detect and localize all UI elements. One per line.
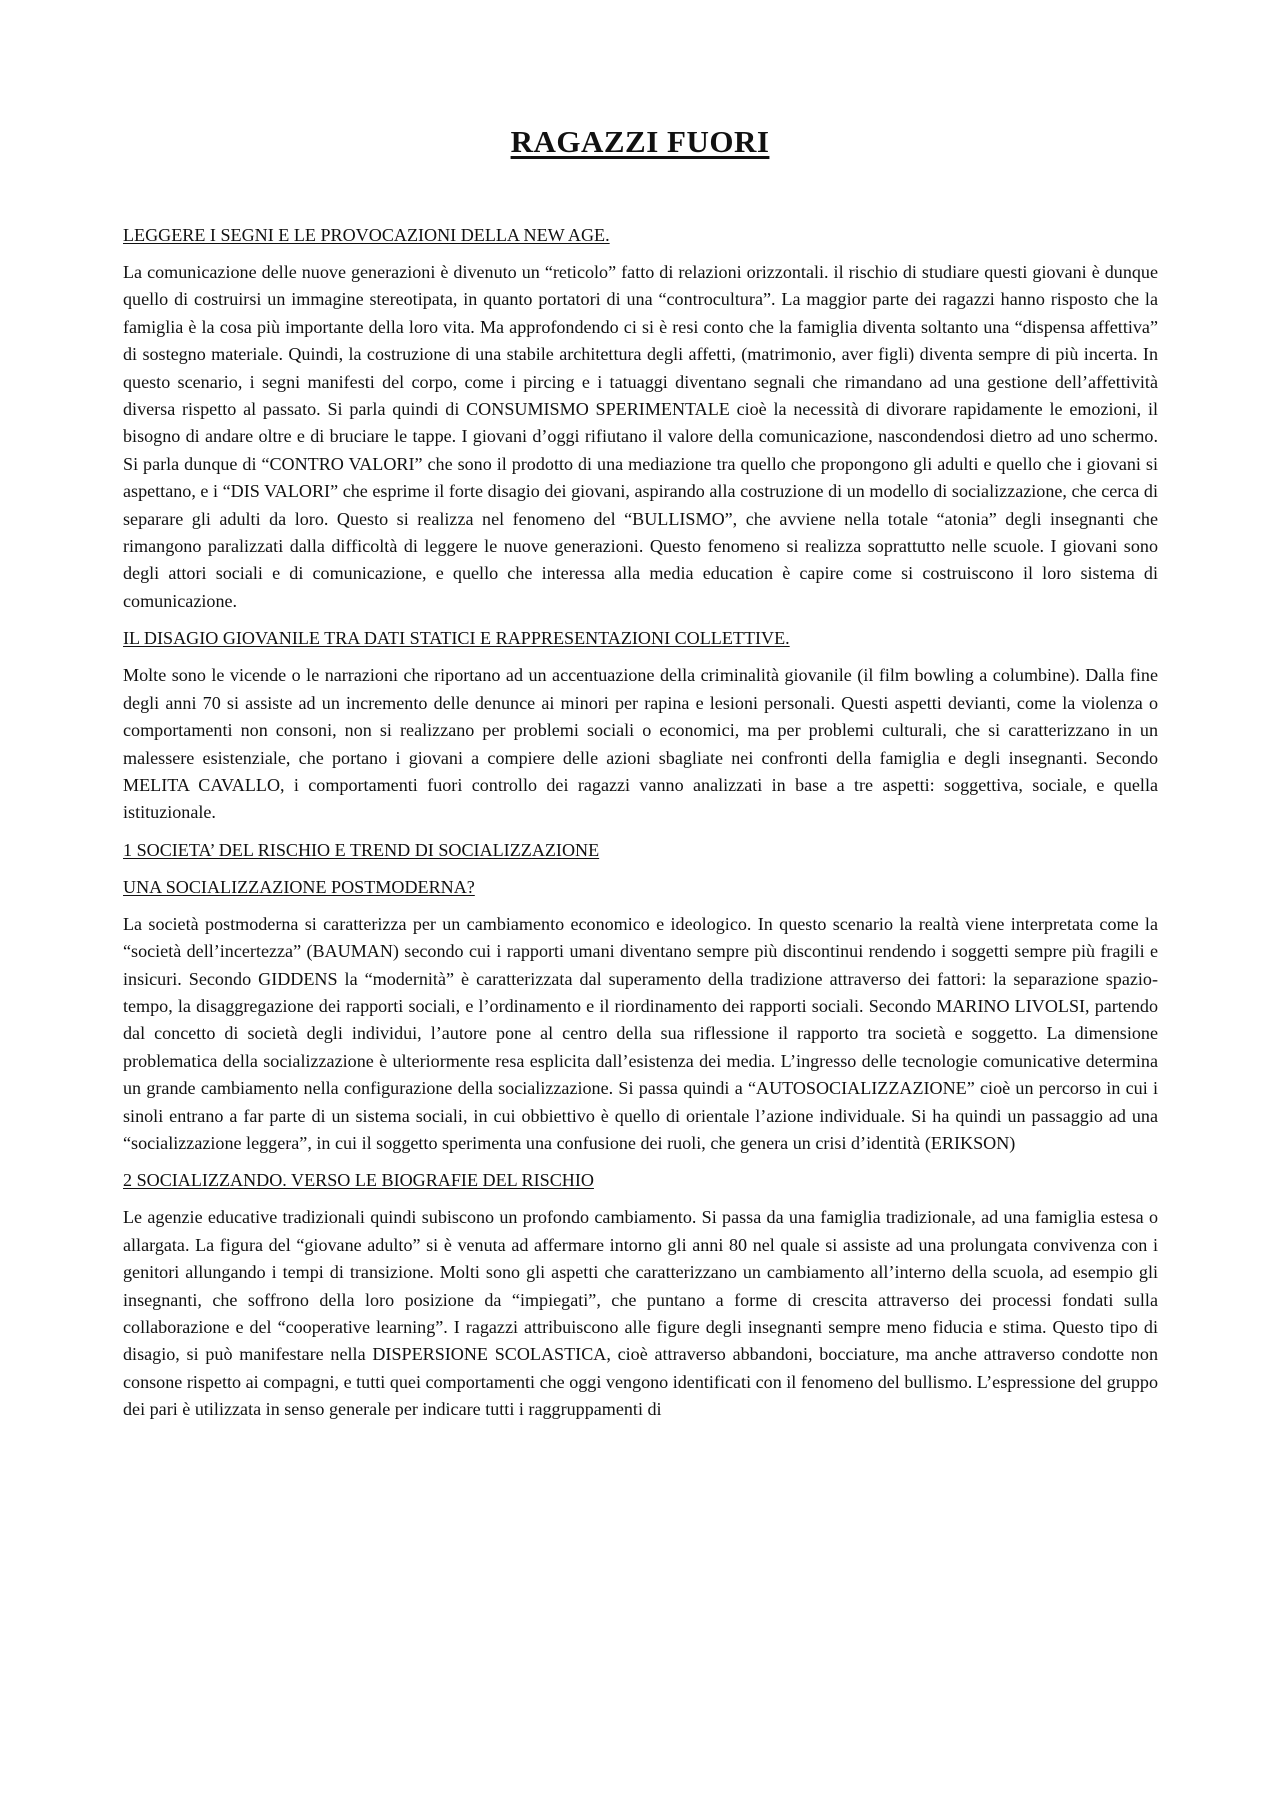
paragraph-new-age: La comunicazione delle nuove generazioni è divenuto un “reticolo” fatto di relazioni orizzontali. il rischio di studiare questi giovani è dunque quello di costruirsi un immagine stereotipata, in quanto portatori di una “controcultura”. La maggior parte dei ragazzi hanno risposto che la famiglia è la cosa più importante della loro vita. Ma approfondendo ci si è resi conto che la famiglia diventa soltanto una “dispensa affettiva” di sostegno materiale. Quindi, la costruzione di una stabile architettura degli affetti, (matrimonio, aver figli) diventa sempre di più incerta. In questo scenario, i segni manifesti del corpo, come i pircing e i tatuaggi diventano segnali che rimandano ad una gestione dell’affettività diversa rispetto al passato. Si parla quindi di CONSUMISMO SPERIMENTALE cioè la necessità di divorare rapidamente le emozioni, il bisogno di andare oltre e di bruciare le tappe. I giovani d’oggi rifiutano il valore della comunicazione, nascondendosi dietro ad uno schermo. Si parla dunque di “CONTRO VALORI” che sono il prodotto di una mediazione tra quello che propongono gli adulti e quello che i giovani si aspettano, e i “DIS VALORI” che esprime il forte disagio dei giovani, aspirando alla costruzione di un modello di socializzazione, che cerca di separare gli adulti da loro. Questo si realizza nel fenomeno del “BULLISMO”, che avviene nella totale “atonia” degli insegnanti che rimangono paralizzati dalla difficoltà di leggere le nuove generazioni. Questo fenomeno si realizza soprattutto nelle scuole. I giovani sono degli attori sociali e di comunicazione, e quello che interessa alla media education è capire come si costruiscono il loro sistema di comunicazione. (123, 262, 1158, 611)
paragraph-disagio-giovanile: Molte sono le vicende o le narrazioni che riportano ad un accentuazione della criminalità giovanile (il film bowling a columbine). Dalla fine degli anni 70 si assiste ad un incremento delle denunce ai minori per rapina e lesioni personali. Questi aspetti devianti, come la violenza o comportamenti non consoni, non si realizzano per problemi sociali o economici, ma per problemi culturali, che si caratterizzano in un malessere esistenziale, che portano i giovani a compiere delle azioni sbagliate nei confronti della famiglia e degli insegnanti. Secondo MELITA CAVALLO, i comportamenti fuori controllo dei ragazzi vanno analizzati in base a tre aspetti: soggettiva, sociale, e quella istituzionale. (123, 665, 1158, 823)
section-heading-societa-rischio: 1 SOCIETA’ DEL RISCHIO E TREND DI SOCIALIZZAZIONE (123, 839, 600, 860)
document-title-text: RAGAZZI FUORI (510, 124, 770, 159)
section-subheading-postmoderna: UNA SOCIALIZZAZIONE POSTMODERNA? (123, 876, 475, 897)
document-title (0, 124, 1280, 160)
document-body (123, 222, 1158, 1424)
section-heading-disagio-giovanile: IL DISAGIO GIOVANILE TRA DATI STATICI E RAPPRESENTAZIONI COLLETTIVE. (123, 628, 790, 649)
section-heading-new-age: LEGGERE I SEGNI E LE PROVOCAZIONI DELLA NEW AGE. (123, 225, 610, 245)
section-heading-socializzando: 2 SOCIALIZZANDO. VERSO LE BIOGRAFIE DEL RISCHIO (123, 1170, 594, 1191)
paragraph-postmoderna: La società postmoderna si caratterizza per un cambiamento economico e ideologico. In questo scenario la realtà viene interpretata come la “società dell’incertezza” (BAUMAN) secondo cui i rapporti umani diventano sempre più discontinui rendendo i soggetti sempre più fragili e insicuri. Secondo GIDDENS la “modernità” è caratterizzata dal superamento della tradizione attraverso dei fattori: la separazione spazio-tempo, la disaggregazione dei rapporti sociali, e l’ordinamento e il riordinamento dei rapporti sociali. Secondo MARINO LIVOLSI, partendo dal concetto di società degli individui, l’autore pone al centro della sua riflessione il rapporto tra società e soggetto. La dimensione problematica della socializzazione è ulteriormente resa esplicita dall’esistenza dei media. L’ingresso delle tecnologie comunicative determina un grande cambiamento nella configurazione della socializzazione. Si passa quindi a “AUTOSOCIALIZZAZIONE” cioè un percorso in cui i sinoli entrano a far parte di un sistema sociali, in cui obbiettivo è quello di orientale l’azione individuale. Si ha quindi un passaggio ad una “socializzazione leggera”, in cui il soggetto sperimenta una confusione dei ruoli, che genera un crisi d’identità (ERIKSON) (123, 913, 1158, 1153)
paragraph-socializzando: Le agenzie educative tradizionali quindi subiscono un profondo cambiamento. Si passa da una famiglia tradizionale, ad una famiglia estesa o allargata. La figura del “giovane adulto” si è venuta ad affermare intorno gli anni 80 nel quale si assiste ad una prolungata convivenza con i genitori allungando i tempi di transizione. Molti sono gli aspetti che caratterizzano un cambiamento all’interno della scuola, ad esempio gli insegnanti, che soffrono della loro posizione da “impiegati”, che puntano a forme di crescita attraverso dei processi fondati sulla collaborazione e del “cooperative learning”. I ragazzi attribuiscono alle figure degli insegnanti sempre meno fiducia e stima. Questo tipo di disagio, si può manifestare nella DISPERSIONE SCOLASTICA, cioè attraverso abbandoni, bocciature, ma anche attraverso condotte non consone rispetto ai compagni, e tutti quei comportamenti che oggi vengono identificati con il fenomeno del bullismo. L’espressione del gruppo dei pari è utilizzata in senso generale per indicare tutti i raggruppamenti di (123, 1207, 1158, 1420)
